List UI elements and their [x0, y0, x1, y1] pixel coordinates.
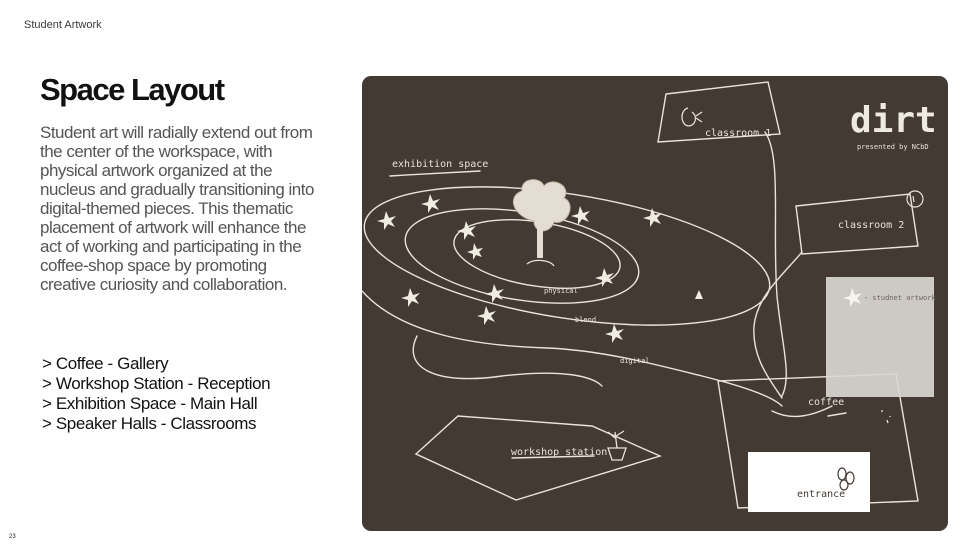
page-number: 23 — [9, 534, 16, 540]
diagram-canvas — [362, 76, 948, 531]
list-item: > Exhibition Space - Main Hall — [42, 394, 258, 413]
star-icon — [457, 221, 476, 240]
star-icon — [467, 243, 483, 260]
path-line — [765, 132, 786, 396]
star-icon — [643, 208, 662, 227]
star-icon — [377, 211, 396, 230]
space-mapping-list — [42, 354, 270, 434]
entrance-panel — [748, 452, 870, 512]
classroom-2-icon — [907, 191, 923, 207]
outer-ring — [362, 163, 779, 350]
plant-icon — [608, 431, 626, 460]
label-workshop-station: workshop station — [511, 447, 608, 458]
label-coffee: coffee — [808, 397, 845, 408]
star-icon — [571, 206, 590, 225]
section-header: Student Artwork — [24, 19, 102, 31]
star-icon — [401, 288, 420, 307]
label-exhibition-space: exhibition space — [392, 159, 489, 170]
star-icon — [485, 284, 504, 303]
exhibition-underline — [390, 171, 480, 176]
star-icon — [421, 194, 440, 213]
description-text: Student art will radially extend out from the center of the workspace, with physical artwork organized at the nucleus and gradually transitioning into digital-themed pieces. This thematic placement of artwork will enhance the act of working and participating in the coffee-shop space by promoting creative curiosity and collaboration. — [40, 123, 314, 294]
logo: dirt — [850, 100, 937, 141]
presented-by-label: presented by NCbD — [857, 143, 929, 151]
path-line — [754, 252, 802, 398]
list-item: > Coffee - Gallery — [42, 354, 169, 373]
star-icon — [695, 290, 703, 299]
label-entrance: entrance — [797, 489, 846, 500]
label-classroom-1: classroom 1 — [705, 128, 772, 139]
label-digital: digital — [620, 357, 650, 365]
label-blend: blend — [575, 316, 597, 324]
list-item: > Workshop Station - Reception — [42, 374, 271, 393]
star-icon — [477, 306, 496, 325]
layout-diagram — [362, 76, 948, 531]
tree-icon — [513, 180, 570, 266]
list-item: > Speaker Halls - Classrooms — [42, 414, 257, 433]
coffee-bean-icon — [882, 410, 890, 423]
page-title: Space Layout — [40, 72, 224, 107]
path-line — [828, 413, 846, 416]
path-line — [413, 336, 602, 386]
legend-label: - studnet artwork — [864, 294, 936, 302]
star-icon — [605, 324, 624, 343]
label-physical: physical — [544, 287, 578, 295]
classroom-1-icon — [682, 108, 702, 126]
label-classroom-2: classroom 2 — [838, 220, 905, 231]
